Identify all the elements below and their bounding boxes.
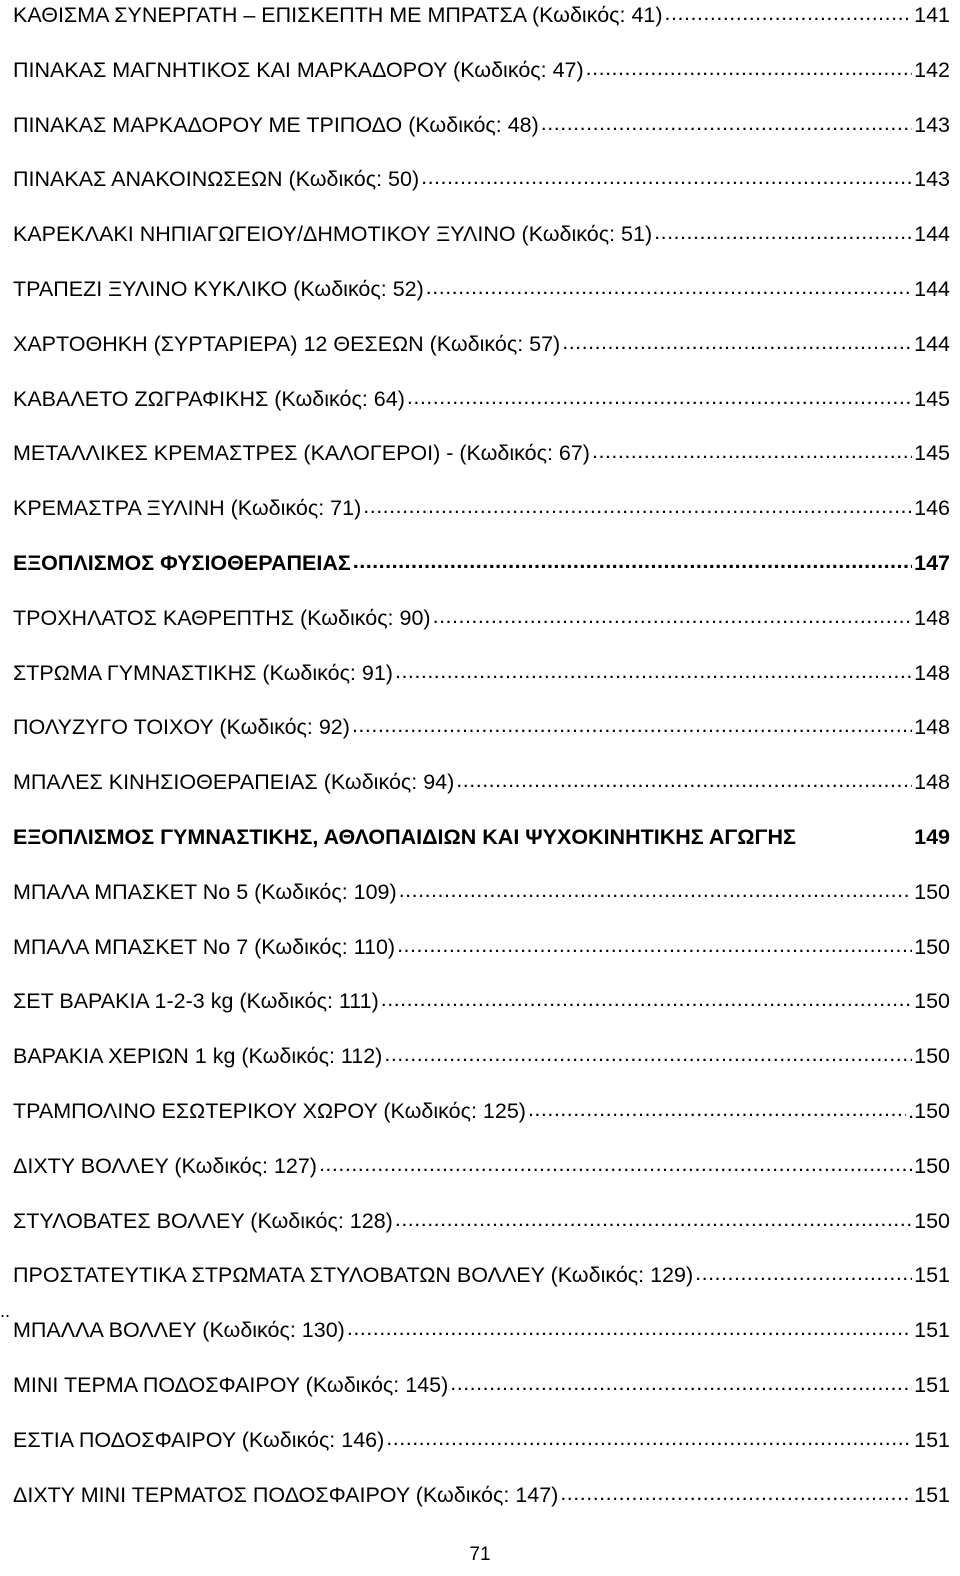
toc-entry-title: ΣΤΡΩΜΑ ΓΥΜΝΑΣΤΙΚΗΣ (Κωδικός: 91) (13, 660, 393, 685)
dot-leader (433, 602, 913, 630)
toc-entry-row[interactable] (13, 713, 950, 768)
toc-entry-title: ΜΠΑΛΑ ΜΠΑΣΚΕΤ Νο 5 (Κωδικός: 109) (13, 879, 397, 904)
dot-leader (456, 766, 912, 794)
toc-entry-page: .150 (908, 1098, 950, 1123)
toc-entry-title: ΠΟΛΥΖΥΓΟ ΤΟΙΧΟΥ (Κωδικός: 92) (13, 715, 350, 740)
toc-entry-page: 148 (914, 605, 950, 630)
toc-entry-row[interactable] (13, 275, 950, 330)
toc-entry-row[interactable] (13, 1261, 950, 1316)
toc-entry-title: ΠΙΝΑΚΑΣ ΑΝΑΚΟΙΝΩΣΕΩΝ (Κωδικός: 50) (13, 167, 420, 192)
toc-entry-title: ΕΣΤΙΑ ΠΟΔΟΣΦΑΙΡΟΥ (Κωδικός: 146) (13, 1427, 385, 1452)
toc-entry-title: ΤΡΑΠΕΖΙ ΞΥΛΙΝΟ ΚΥΚΛΙΚΟ (Κωδικός: 52) (13, 276, 424, 301)
toc-entry-title: ΒΑΡΑΚΙΑ ΧΕΡΙΩΝ 1 kg (Κωδικός: 112) (13, 1044, 383, 1069)
toc-entry-page: 149 (914, 824, 950, 849)
toc-entry-row[interactable] (13, 1097, 950, 1152)
toc-entry-page: 144 (914, 331, 950, 356)
toc-entry-row[interactable] (13, 111, 950, 166)
toc-entry-page: 143 (914, 167, 950, 192)
toc-entry-page: 151 (914, 1372, 950, 1397)
toc-entry-page: 148 (914, 715, 950, 740)
toc-entry-row[interactable] (13, 659, 950, 714)
toc-entry-title: ΣΕΤ ΒΑΡΑΚΙΑ 1-2-3 kg (Κωδικός: 111) (13, 989, 379, 1014)
toc-entry-page: 151 (914, 1482, 950, 1507)
page-number: 71 (469, 1544, 491, 1565)
dot-leader (592, 437, 912, 465)
toc-entry-page: 144 (914, 276, 950, 301)
toc-entry-row[interactable] (13, 1371, 950, 1426)
dot-leader (319, 1150, 912, 1178)
toc-entry-row[interactable] (13, 1207, 950, 1262)
dot-leader (384, 1040, 912, 1068)
toc-entry-title: ΠΙΝΑΚΑΣ ΜΑΡΚΑΔΟΡΟΥ ΜΕ ΤΡΙΠΟΔΟ (Κωδικός: 48) (13, 112, 539, 137)
toc-entry-page: 150 (914, 934, 950, 959)
dot-leader (395, 657, 912, 685)
toc-entry-row[interactable] (13, 1042, 950, 1097)
dot-leader (560, 1479, 912, 1507)
toc-entry-title: ΠΙΝΑΚΑΣ ΜΑΓΝΗΤΙΚΟΣ ΚΑΙ ΜΑΡΚΑΔΟΡΟΥ (Κωδικός: 47) (13, 57, 584, 82)
toc-entry-row[interactable] (13, 1, 950, 56)
toc-entry-page: 145 (914, 386, 950, 411)
dot-leader (353, 547, 912, 575)
toc-entry-page: 150 (914, 989, 950, 1014)
toc-entry-row[interactable] (13, 56, 950, 111)
toc-entry-page: 141 (914, 3, 950, 27)
toc-section-row[interactable] (13, 549, 950, 604)
dot-leader (407, 383, 912, 411)
dot-leader (562, 328, 912, 356)
dot-leader (352, 711, 912, 739)
toc-entry-row[interactable] (13, 1426, 950, 1481)
toc-entry-row[interactable] (13, 385, 950, 440)
toc-entry-row[interactable] (13, 494, 950, 549)
toc-entry-page: 144 (914, 222, 950, 247)
dot-leader (528, 1095, 906, 1123)
toc-entry-title: ΤΡΑΜΠΟΛΙΝΟ ΕΣΩΤΕΡΙΚΟΥ ΧΩΡΟΥ (Κωδικός: 125) (13, 1098, 526, 1123)
dot-leader (426, 273, 912, 301)
toc-entry-row[interactable] (13, 330, 950, 385)
toc-entry-title: ΜΙΝΙ ΤΕΡΜΑ ΠΟΔΟΣΦΑΙΡΟΥ (Κωδικός: 145) (13, 1372, 449, 1397)
toc-entry-row[interactable] (13, 1481, 950, 1536)
toc-entry-row[interactable] (13, 165, 950, 220)
toc-entry-page: 150 (914, 1153, 950, 1178)
dot-leader (397, 931, 912, 959)
toc-entry-page: 143 (914, 112, 950, 137)
toc-entry-title: ΜΠΑΛΛΑ ΒΟΛΛΕΥ (Κωδικός: 130) (13, 1318, 345, 1343)
toc-entry-row[interactable] (13, 878, 950, 933)
dot-leader (665, 0, 913, 27)
toc-entry-page: 142 (914, 57, 950, 82)
toc-entry-row[interactable] (13, 768, 950, 823)
toc-entry-title: ΜΕΤΑΛΛΙΚΕΣ ΚΡΕΜΑΣΤΡΕΣ (ΚΑΛΟΓΕΡΟΙ) - (Κωδικός: 67) (13, 441, 590, 466)
toc-entry-row[interactable] (13, 987, 950, 1042)
toc-entry-page: 150 (914, 879, 950, 904)
toc-entry-title: ΚΑΘΙΣΜΑ ΣΥΝΕΡΓΑΤΗ – ΕΠΙΣΚΕΠΤΗ ΜΕ ΜΠΡΑΤΣΑ (Κωδικός: 41) (13, 3, 663, 27)
toc-entry-page: 150 (914, 1044, 950, 1069)
toc-entry-page: 151 (914, 1318, 950, 1343)
toc-entry-row[interactable] (13, 933, 950, 988)
toc-entry-row[interactable] (13, 439, 950, 494)
dot-leader (695, 1259, 912, 1287)
toc-entry-page: 147 (914, 550, 950, 575)
toc-entry-title: ΚΡΕΜΑΣΤΡΑ ΞΥΛΙΝΗ (Κωδικός: 71) (13, 496, 362, 521)
dot-leader (381, 985, 912, 1013)
toc-entry-title: ΜΠΑΛΑ ΜΠΑΣΚΕΤ Νο 7 (Κωδικός: 110) (13, 934, 396, 959)
toc-entry-page: 151 (914, 1263, 950, 1288)
toc-entry-title: ΚΑΡΕΚΛΑΚΙ ΝΗΠΙΑΓΩΓΕΙΟΥ/ΔΗΜΟΤΙΚΟΥ ΞΥΛΙΝΟ (Κωδικός: 51) (13, 222, 653, 247)
dot-leader (386, 1424, 912, 1452)
toc-entry-row[interactable] (13, 604, 950, 659)
toc-entry-title: ΣΤΥΛΟΒΑΤΕΣ ΒΟΛΛΕΥ (Κωδικός: 128) (13, 1208, 393, 1233)
toc-entry-page: 146 (914, 496, 950, 521)
toc-entry-page: 150 (914, 1208, 950, 1233)
dot-leader (363, 492, 912, 520)
dot-leader (586, 54, 912, 82)
toc-entry-page: 145 (914, 441, 950, 466)
stray-dots: .. (0, 1301, 11, 1321)
dot-leader (450, 1369, 912, 1397)
toc-entry-title: ΕΞΟΠΛΙΣΜΟΣ ΦΥΣΙΟΘΕΡΑΠΕΙΑΣ (13, 550, 351, 575)
dot-leader (541, 109, 912, 137)
dot-leader (654, 218, 912, 246)
toc-entry-title: ΔΙΧΤΥ ΜΙΝΙ ΤΕΡΜΑΤΟΣ ΠΟΔΟΣΦΑΙΡΟΥ (Κωδικός: 147) (13, 1482, 559, 1507)
toc-section-row[interactable] (13, 823, 950, 878)
toc-entry-title: ΚΑΒΑΛΕΤΟ ΖΩΓΡΑΦΙΚΗΣ (Κωδικός: 64) (13, 386, 405, 411)
toc-entry-row[interactable] (13, 1316, 950, 1371)
toc-entry-page: 151 (914, 1427, 950, 1452)
toc-entry-title: ΤΡΟΧΗΛΑΤΟΣ ΚΑΘΡΕΠΤΗΣ (Κωδικός: 90) (13, 605, 431, 630)
toc-entry-row[interactable] (13, 220, 950, 275)
dot-leader (421, 163, 912, 191)
dot-leader (347, 1314, 912, 1342)
toc-entry-row[interactable] (13, 1152, 950, 1207)
table-of-contents (13, 1, 950, 1535)
toc-entry-title: ΜΠΑΛΕΣ ΚΙΝΗΣΙΟΘΕΡΑΠΕΙΑΣ (Κωδικός: 94) (13, 770, 455, 795)
toc-entry-title: ΕΞΟΠΛΙΣΜΟΣ ΓΥΜΝΑΣΤΙΚΗΣ, ΑΘΛΟΠΑΙΔΙΩΝ ΚΑΙ ΨΥΧΟΚΙΝΗΤΙΚΗΣ ΑΓΩΓΗΣ (13, 824, 796, 849)
toc-entry-title: ΠΡΟΣΤΑΤΕΥΤΙΚΑ ΣΤΡΩΜΑΤΑ ΣΤΥΛΟΒΑΤΩΝ ΒΟΛΛΕΥ (Κωδικός: 129) (13, 1263, 694, 1288)
toc-entry-page: 148 (914, 660, 950, 685)
toc-entry-page: 148 (914, 770, 950, 795)
toc-entry-title: ΧΑΡΤΟΘΗΚΗ (ΣΥΡΤΑΡΙΕΡΑ) 12 ΘΕΣΕΩΝ (Κωδικός: 57) (13, 331, 561, 356)
dot-leader (395, 1205, 912, 1233)
dot-leader (399, 876, 912, 904)
toc-entry-title: ΔΙΧΤΥ ΒΟΛΛΕΥ (Κωδικός: 127) (13, 1153, 317, 1178)
